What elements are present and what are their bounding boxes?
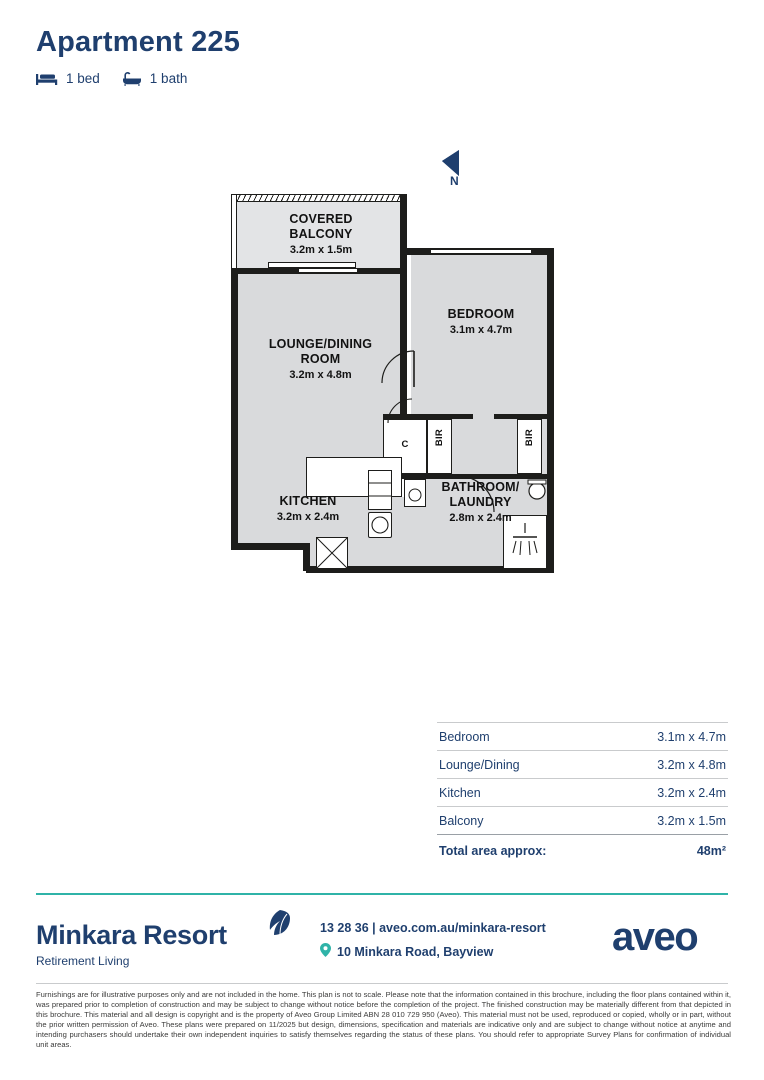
floorplan <box>0 130 764 690</box>
table-row-total <box>437 834 728 864</box>
row-label: Balcony <box>439 814 484 828</box>
closet-bir-right-label: BIR <box>523 429 535 447</box>
row-label: Bedroom <box>439 730 490 744</box>
wall-balcony-left <box>231 194 237 274</box>
leaf-icon <box>265 908 295 943</box>
label-lounge: LOUNGE/DINING ROOM 3.2m x 4.8m <box>268 337 373 381</box>
row-value: 3.2m x 1.5m <box>657 814 726 828</box>
row-value: 3.2m x 4.8m <box>657 758 726 772</box>
sliding-door-leaf <box>298 268 358 273</box>
compass-north-label: N <box>450 174 459 188</box>
label-kitchen: KITCHEN 3.2m x 2.4m <box>276 494 340 523</box>
closet-c-label: C <box>401 439 409 450</box>
brand-name: Minkara Resort <box>36 920 227 950</box>
brand-subtitle: Retirement Living <box>36 954 130 968</box>
table-row <box>437 722 728 750</box>
disclaimer-text: Furnishings are for illustrative purposes only and are not included in the home. This plan is not to scale. Please note that the information contained in this brochure, including the floor plans contained within it, was prepared prior to completion of construction and may be subject to change without notice before the completion of the project. The finished construction may be materially different from that depicted in this brochure. This material and all design is copyright and is the property of Aveo Group Limited ABN 28 010 729 950 (Aveo). This material must not be used, reproduced or copied, wholly or in part, without the prior written permission of Aveo. These plans were prepared on 11/2025 but design, dimensions, specification and materials are indicative only and are subject to change without notice at anytime and intending purchasers should undertake their own independent inquiries to satisfy themselves regarding the status of these plans. You should refer to appropriate Survey Plans for confirmation of individual unit areas. <box>36 990 731 1050</box>
table-row <box>437 750 728 778</box>
row-label: Lounge/Dining <box>439 758 520 772</box>
row-value: 3.1m x 4.7m <box>657 730 726 744</box>
label-bathroom: BATHROOM/ LAUNDRY 2.8m x 2.4m <box>441 480 520 524</box>
spec-bed <box>36 71 100 86</box>
location-pin-icon <box>320 943 331 960</box>
label-bedroom: BEDROOM 3.1m x 4.7m <box>447 307 515 336</box>
table-row <box>437 778 728 806</box>
page-title: Apartment 225 <box>36 26 241 58</box>
closet-bir-left-label: BIR <box>433 429 445 447</box>
row-value: 3.2m x 2.4m <box>657 786 726 800</box>
footer-divider-teal <box>36 893 728 895</box>
contact-address <box>320 943 546 960</box>
wall-left-lower <box>231 462 238 550</box>
wall-left <box>231 272 238 467</box>
compass-icon <box>437 150 477 200</box>
aveo-logo: aveo <box>612 915 698 959</box>
contact-address-label: 10 Minkara Road, Bayview <box>337 944 494 959</box>
bed-icon <box>36 72 58 86</box>
total-value: 48m² <box>696 844 726 858</box>
wall-kitchen-step <box>303 543 310 571</box>
footer-divider-grey <box>36 983 728 984</box>
spec-list <box>36 71 240 86</box>
row-label: Kitchen <box>439 786 481 800</box>
spec-bath <box>122 71 188 86</box>
spec-bath-label: 1 bath <box>149 71 188 86</box>
wall-bottom-left <box>231 543 309 550</box>
wall-balcony-top-hatch <box>233 194 407 202</box>
contact-phone-web[interactable]: 13 28 36 | aveo.com.au/minkara-resort <box>320 921 546 935</box>
table-row <box>437 806 728 834</box>
page-header <box>36 26 240 86</box>
brand-block <box>36 920 227 968</box>
spec-bed-label: 1 bed <box>66 71 100 86</box>
window-bedroom <box>431 249 531 254</box>
bath-icon <box>122 72 142 86</box>
total-label: Total area approx: <box>439 844 547 858</box>
door-swing-hall <box>386 397 416 425</box>
area-schedule-table <box>437 722 728 864</box>
fridge-cross-icon <box>316 537 348 569</box>
contact-block <box>320 921 546 960</box>
label-balcony: COVERED BALCONY 3.2m x 1.5m <box>289 212 353 256</box>
